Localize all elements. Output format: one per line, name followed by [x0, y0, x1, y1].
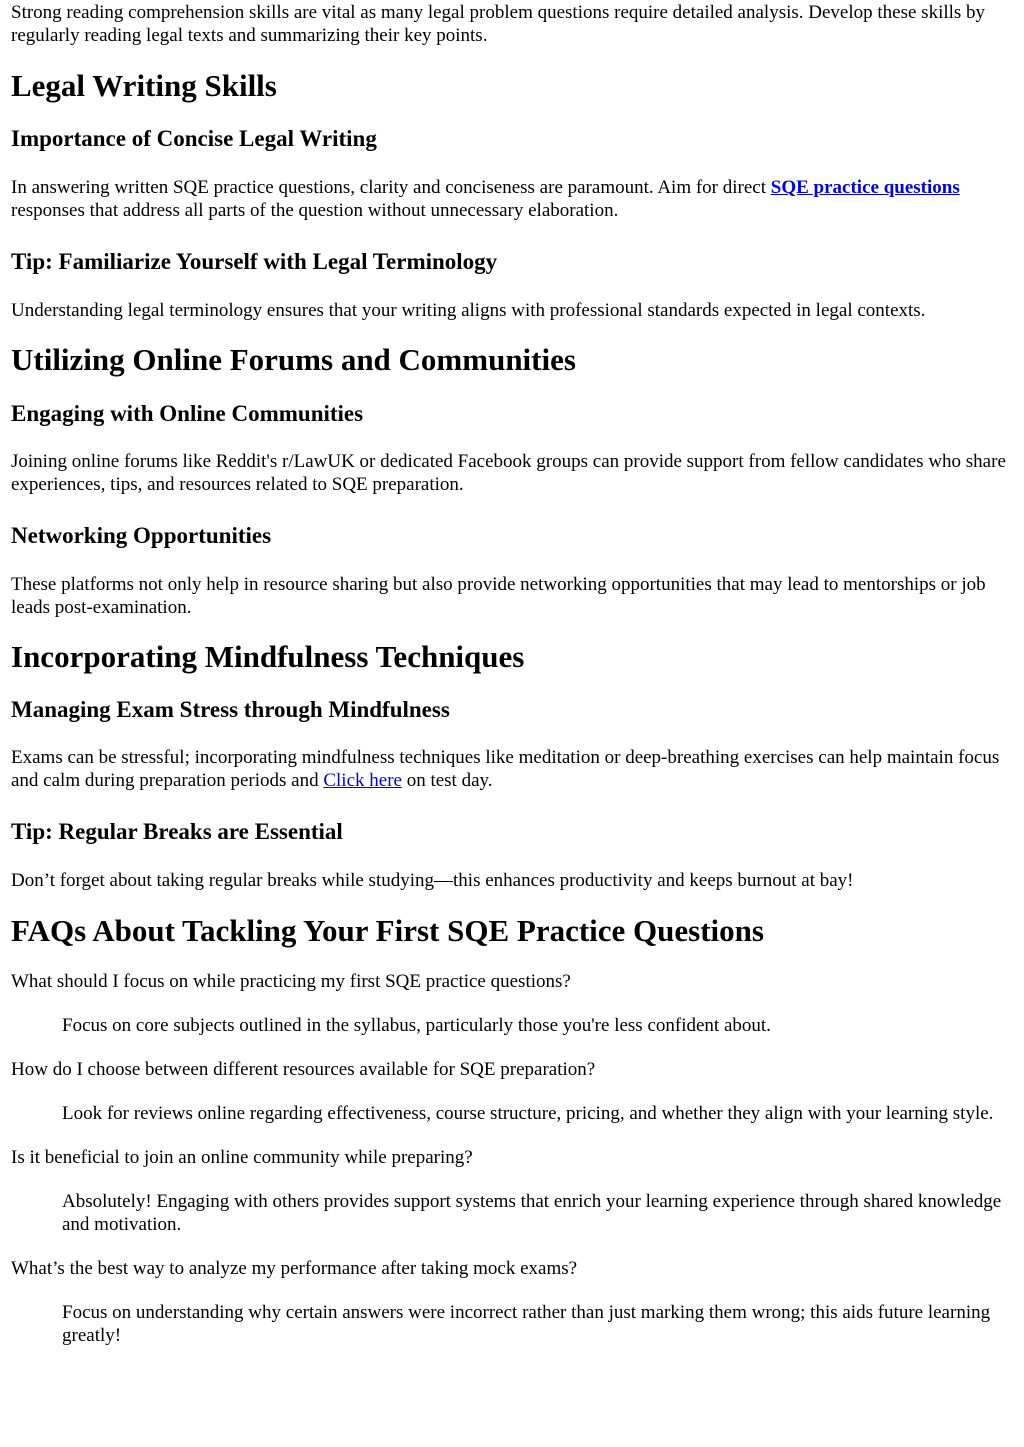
networking-heading: Networking Opportunities [11, 523, 272, 548]
exam-stress-paragraph [11, 746, 1014, 792]
faqs-heading: FAQs About Tackling Your First SQE Practice Questions [11, 913, 764, 948]
forums-heading: Utilizing Online Forums and Communities [11, 342, 576, 377]
click-here-link[interactable]: Click here [323, 770, 402, 791]
engaging-communities-paragraph: Joining online forums like Reddit's r/LawUK or dedicated Facebook groups can provide support from fellow candidates who share experiences, tips, and resources related to SQE preparation. [11, 451, 1006, 495]
faq-question: How do I choose between different resources available for SQE preparation? [11, 1059, 596, 1080]
faq-answer: Absolutely! Engaging with others provides support systems that enrich your learning experience through shared knowledge and motivation. [62, 1191, 1002, 1235]
engaging-communities-heading: Engaging with Online Communities [11, 401, 364, 426]
intro-paragraph: Strong reading comprehension skills are vital as many legal problem questions require detailed analysis. Develop these skills by regularly reading legal texts and summarizing their key points. [11, 2, 986, 46]
faq-answer: Focus on core subjects outlined in the syllabus, particularly those you're less confident about. [62, 1015, 771, 1036]
concise-writing-heading: Importance of Concise Legal Writing [11, 126, 377, 151]
faq-list [11, 970, 1014, 1347]
mindfulness-heading: Incorporating Mindfulness Techniques [11, 639, 525, 674]
legal-writing-heading: Legal Writing Skills [11, 68, 277, 103]
faq-question: What’s the best way to analyze my performance after taking mock exams? [11, 1258, 578, 1279]
networking-paragraph: These platforms not only help in resource sharing but also provide networking opportunities that may lead to mentorships or job leads post-examination. [11, 574, 986, 618]
concise-writing-paragraph [11, 176, 1014, 222]
sqe-practice-questions-link[interactable]: SQE practice questions [770, 177, 960, 198]
regular-breaks-paragraph: Don’t forget about taking regular breaks while studying—this enhances productivity and keeps burnout at bay! [11, 870, 854, 891]
regular-breaks-heading: Tip: Regular Breaks are Essential [11, 819, 343, 844]
stress-text-before: Exams can be stressful; incorporating mindfulness techniques like meditation or deep-breathing exercises can help maintain focus and calm during preparation periods and [11, 747, 1000, 791]
exam-stress-heading: Managing Exam Stress through Mindfulness [11, 697, 450, 722]
article-body [0, 1, 1024, 1347]
faq-question: What should I focus on while practicing my first SQE practice questions? [11, 971, 571, 992]
stress-text-after: on test day. [401, 770, 493, 791]
faq-answer: Focus on understanding why certain answers were incorrect rather than just marking them wrong; this aids future learning greatly! [62, 1302, 991, 1346]
concise-text-after: responses that address all parts of the question without unnecessary elaboration. [11, 200, 619, 221]
terminology-tip-heading: Tip: Familiarize Yourself with Legal Terminology [11, 249, 498, 274]
faq-answer: Look for reviews online regarding effectiveness, course structure, pricing, and whether they align with your learning style. [62, 1103, 994, 1124]
faq-question: Is it beneficial to join an online community while preparing? [11, 1147, 473, 1168]
concise-text-before: In answering written SQE practice questions, clarity and conciseness are paramount. Aim for direct [11, 177, 771, 198]
terminology-paragraph: Understanding legal terminology ensures that your writing aligns with professional standards expected in legal contexts. [11, 300, 926, 321]
